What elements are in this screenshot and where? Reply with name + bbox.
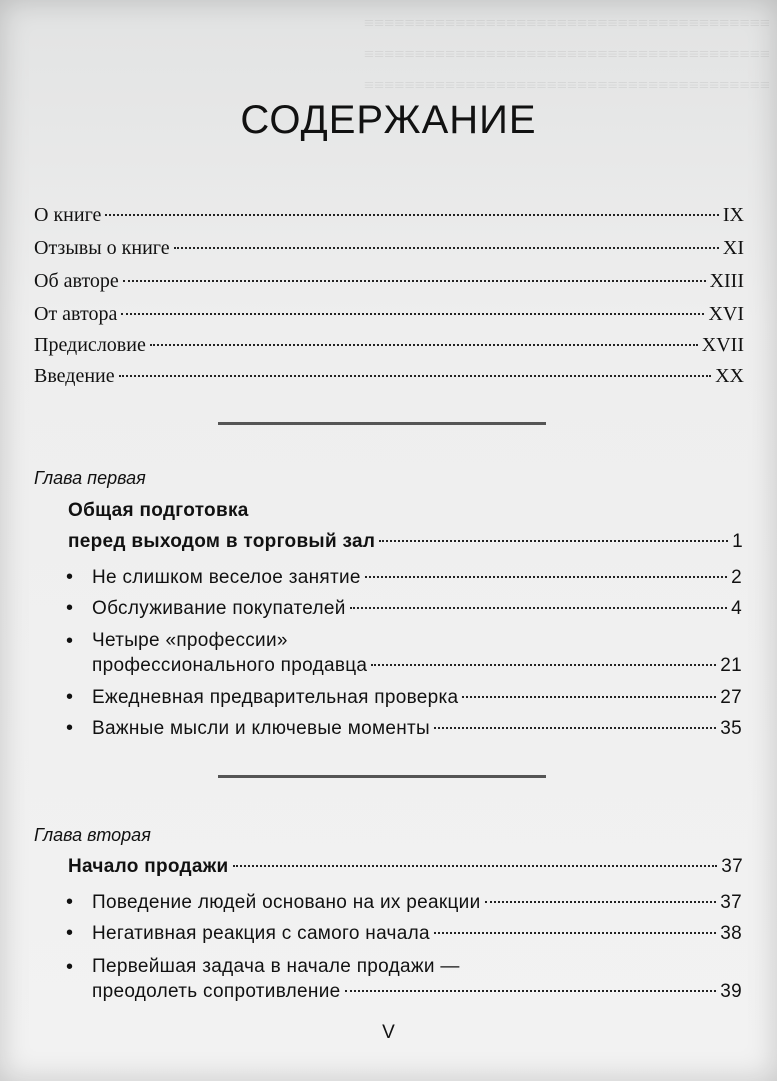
toc-entry-page: IX: [722, 204, 744, 226]
chapter-2-title: Начало продажи: [68, 856, 229, 877]
chapter-1-title-line2: перед выходом в торговый зал: [68, 531, 376, 552]
leader-dots: [174, 247, 719, 249]
toc-entry[interactable]: [34, 203, 744, 227]
bullet-icon: •: [66, 956, 74, 978]
toc-entry-label-line2: профессионального продавца: [92, 655, 368, 676]
leader-dots: [233, 865, 718, 867]
leader-dots: [485, 901, 717, 903]
toc-entry-page: XI: [722, 237, 744, 259]
bullet-icon: •: [66, 922, 74, 944]
leader-dots: [434, 932, 716, 934]
leader-dots: [119, 375, 711, 377]
toc-entry-page: 37: [721, 856, 743, 877]
toc-entry-page: 27: [720, 687, 742, 708]
toc-subentry[interactable]: [92, 597, 742, 621]
chapter-1-tag: Глава первая: [34, 468, 146, 488]
toc-entry-label: От автора: [34, 303, 118, 325]
toc-entry[interactable]: [34, 236, 744, 260]
toc-entry-label: Поведение людей основано на их реакции: [92, 892, 481, 913]
toc-subentry[interactable]: [92, 891, 742, 915]
chapter-1-entry[interactable]: [68, 530, 743, 554]
leader-dots: [365, 576, 727, 578]
leader-dots: [105, 214, 719, 216]
page-number: V: [382, 1022, 395, 1043]
leader-dots: [121, 313, 704, 315]
toc-entry-label: Ежедневная предварительная проверка: [92, 687, 459, 708]
leader-dots: [379, 540, 728, 542]
leader-dots: [345, 990, 717, 992]
toc-entry-page: 4: [731, 598, 742, 619]
toc-subentry[interactable]: [92, 717, 742, 741]
toc-entry-page: 39: [720, 981, 742, 1002]
toc-entry-page: XVII: [701, 334, 744, 356]
toc-entry[interactable]: [34, 364, 744, 388]
bullet-icon: •: [66, 717, 74, 739]
bullet-icon: •: [66, 630, 74, 652]
toc-entry-label: Отзывы о книге: [34, 237, 170, 259]
toc-entry-page: 35: [720, 718, 742, 739]
toc-subentry[interactable]: [92, 922, 742, 946]
leader-dots: [350, 607, 727, 609]
page-title: СОДЕРЖАНИЕ: [240, 98, 537, 142]
toc-entry-page: XX: [715, 365, 744, 387]
bullet-icon: •: [66, 597, 74, 619]
section-divider: [218, 775, 546, 778]
toc-entry-page: XVI: [708, 303, 744, 325]
toc-entry-page: 1: [732, 531, 743, 552]
toc-entry-label: Не слишком веселое занятие: [92, 567, 361, 588]
toc-entry-label: Негативная реакция с самого начала: [92, 923, 430, 944]
toc-entry-page: 2: [731, 567, 742, 588]
toc-entry[interactable]: [34, 333, 744, 357]
chapter-2-tag: Глава вторая: [34, 825, 151, 845]
toc-subentry[interactable]: [92, 566, 742, 590]
section-divider: [218, 422, 546, 425]
toc-subentry[interactable]: [92, 654, 742, 678]
toc-entry-label: Важные мысли и ключевые моменты: [92, 718, 430, 739]
toc-entry-label: Обслуживание покупателей: [92, 598, 346, 619]
leader-dots: [371, 664, 716, 666]
toc-entry-page: 21: [720, 655, 742, 676]
toc-entry-label-line2: преодолеть сопротивление: [92, 981, 341, 1002]
leader-dots: [150, 344, 698, 346]
toc-entry-page: 38: [720, 923, 742, 944]
bullet-icon: •: [66, 891, 74, 913]
toc-entry-page: XIII: [709, 270, 744, 292]
chapter-1-title-line1: Общая подготовка: [68, 500, 249, 521]
bullet-icon: •: [66, 566, 74, 588]
leader-dots: [462, 696, 716, 698]
toc-entry-label-line1: Четыре «профессии»: [92, 630, 288, 651]
toc-entry[interactable]: [34, 302, 744, 326]
toc-entry-label: Предисловие: [34, 334, 146, 356]
toc-subentry[interactable]: [92, 980, 742, 1004]
chapter-2-entry[interactable]: [68, 855, 743, 879]
toc-entry-label-line1: Первейшая задача в начале продажи —: [92, 956, 460, 977]
leader-dots: [434, 727, 716, 729]
show-through-text: ≡≡≡≡≡≡≡≡≡≡≡≡≡≡≡≡≡≡≡≡≡≡≡≡≡≡≡≡≡≡≡≡≡≡≡≡≡≡≡≡ ≡≡≡≡≡≡≡≡≡≡≡≡≡≡≡≡≡≡≡≡≡≡≡≡≡≡≡≡≡≡≡≡≡≡≡≡≡≡≡≡ ≡≡≡≡≡≡≡≡≡≡≡≡≡≡≡≡≡≡≡≡≡≡≡≡≡≡≡≡≡≡≡≡≡≡≡≡≡≡≡≡: [363, 13, 770, 95]
toc-subentry[interactable]: [92, 686, 742, 710]
leader-dots: [123, 280, 706, 282]
toc-entry-label: Введение: [34, 365, 115, 387]
toc-entry-label: Об авторе: [34, 270, 119, 292]
bullet-icon: •: [66, 686, 74, 708]
toc-entry[interactable]: [34, 269, 744, 293]
toc-entry-label: О книге: [34, 204, 102, 226]
toc-entry-page: 37: [720, 892, 742, 913]
